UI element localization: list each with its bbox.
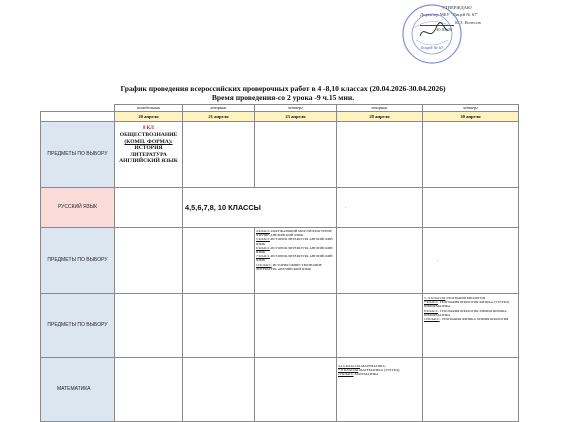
schedule-cell [423, 228, 519, 294]
schedule-cell [115, 294, 183, 358]
subjects-8-class [115, 122, 182, 164]
subject-line: ИСТОРИЯ [134, 145, 163, 152]
list-item: 5 КЛАСС-ИСТОРИЯ ЛИТЕРАТУРА АНГЛИЙСКИЙ ЯЗЫК [256, 237, 333, 246]
subject-line: АНГЛИЙСКИЙ ЯЗЫК [119, 158, 178, 165]
list-item: 10 КЛАСС- ГЕОГРАФИЯ ФИЗИКА ХИМИЯ БИОЛОГИЯ [424, 317, 509, 322]
list-item: 4,5,6 КЛАССЫ-МАТЕМАТИКА; [338, 364, 386, 368]
day-header: четверг [255, 105, 337, 112]
table-row [41, 358, 519, 422]
corner-cell [41, 112, 115, 122]
subjects-list [255, 228, 337, 294]
row-label: ПРЕДМЕТЫ ПО ВЫБОРУ [41, 294, 115, 358]
russian-classes: 4,5,6,7,8, 10 КЛАССЫ [183, 188, 337, 228]
subjects-list [423, 294, 519, 358]
schedule-cell [255, 358, 337, 422]
schedule-table [40, 104, 519, 422]
schedule-cell [183, 228, 255, 294]
page-title [0, 84, 566, 102]
weekday-row [41, 105, 519, 112]
schedule-cell [423, 188, 519, 228]
schedule-cell [337, 188, 423, 228]
grade-label: 8 КЛ [143, 126, 154, 131]
date-header: 30 апреля [423, 112, 519, 122]
list-item: 10 КЛАСС-ИСТОРИЯ ОБЩЕСТВОЗНАНИЕ ЛИТЕРАТУРА АНГЛИЙСКИЙ ЯЗЫК [256, 262, 322, 271]
date-header: 20 апреля [115, 112, 183, 122]
corner-cell [41, 105, 115, 112]
schedule-cell [423, 358, 519, 422]
row-label: РУССКИЙ ЯЗЫК [41, 188, 115, 228]
schedule-cell [337, 294, 423, 358]
dash-mark: - [437, 257, 439, 263]
list-item: 4 КЛАСС-ОКРУЖАЮЩИЙ МИР ЛИТЕРАТУРНОЕ ЧТЕНИЕ АНГЛИЙСКИЙ ЯЗЫК [256, 229, 333, 238]
title-line-2: Время проведения-со 2 урока -9 ч.15 мин. [211, 93, 355, 102]
stamp-text: Лицей № 67 [420, 45, 444, 50]
date-header: 21 апреля [183, 112, 255, 122]
date-header: 23 апреля [255, 112, 337, 122]
subject-line: ЛИТЕРАТУРА [130, 151, 167, 158]
table-row [41, 122, 519, 188]
schedule-cell [115, 358, 183, 422]
list-item: 7 КЛАСС-ИСТОРИЯ ЛИТЕРАТУРА АНГЛИЙСКИЙ ЯЗЫК [256, 254, 333, 263]
row-label: МАТЕМАТИКА [41, 358, 115, 422]
list-item: 6 КЛАСС-ИСТОРИЯ ЛИТЕРАТУРА АНГЛИЙСКИЙ ЯЗЫК [256, 245, 333, 255]
schedule-cell [115, 228, 183, 294]
table-row [41, 294, 519, 358]
dash-mark: - [345, 204, 347, 210]
subject-line: (КОМП. ФОРМА): [124, 138, 173, 145]
approval-title: УТВЕРЖДАЮ [442, 5, 472, 10]
day-header: вторник [183, 105, 255, 112]
list-item: 8 КЛАСС- ГЕОГРАФИЯ БИОЛОГИЯ ХИМИЯ ФИЗИКА ИНФОРМАТИКА [424, 308, 507, 317]
title-line-1: График проведения всероссийских проверочных работ в 4 -8,10 классах (20.04.2026-30.04.2026) [120, 84, 446, 93]
schedule-cell [337, 122, 423, 188]
school-stamp-icon [400, 2, 464, 66]
schedule-cell [423, 122, 519, 188]
row-label: ПРЕДМЕТЫ ПО ВЫБОРУ [41, 228, 115, 294]
schedule-cell [255, 122, 337, 188]
day-header: понедельник [115, 105, 183, 112]
list-item: 5 - 6 КЛАССЫ-ГЕОГРАФИЯ БИОЛОГИЯ [424, 296, 485, 300]
schedule-cell [183, 122, 255, 188]
subjects-list [337, 358, 423, 422]
schedule-cell [115, 188, 183, 228]
schedule-cell [115, 122, 183, 188]
approval-position: Директор МБУ "Лицей № 67" [420, 12, 479, 18]
list-item: 7, 8 КЛАССЫ-МАТЕМАТИКА (УГЛУБЛ); [338, 368, 401, 373]
approval-signatory: К.Э. Колесов [420, 19, 560, 26]
schedule-cell [183, 294, 255, 358]
approval-date: 30.03.26 [436, 27, 453, 33]
schedule-cell [337, 228, 423, 294]
list-item: 10 КЛАСС-МАТЕМАТИКА [338, 372, 379, 377]
day-header: четверг [423, 105, 519, 112]
subject-line: ОБЩЕСТВОЗНАНИЕ [119, 132, 178, 139]
row-label: ПРЕДМЕТЫ ПО ВЫБОРУ [41, 122, 115, 188]
schedule-cell [255, 294, 337, 358]
table-row [41, 188, 519, 228]
list-item: 7 КЛАСС- ГЕОГРАФИЯ БИОЛОГИЯ ФИЗИКА (УГЛУБЛ) ИНФОРМАТИКА [424, 300, 510, 309]
day-header: вторник [337, 105, 423, 112]
date-row [41, 112, 519, 122]
table-row [41, 228, 519, 294]
date-header: 28 апреля [337, 112, 423, 122]
schedule-cell [183, 358, 255, 422]
